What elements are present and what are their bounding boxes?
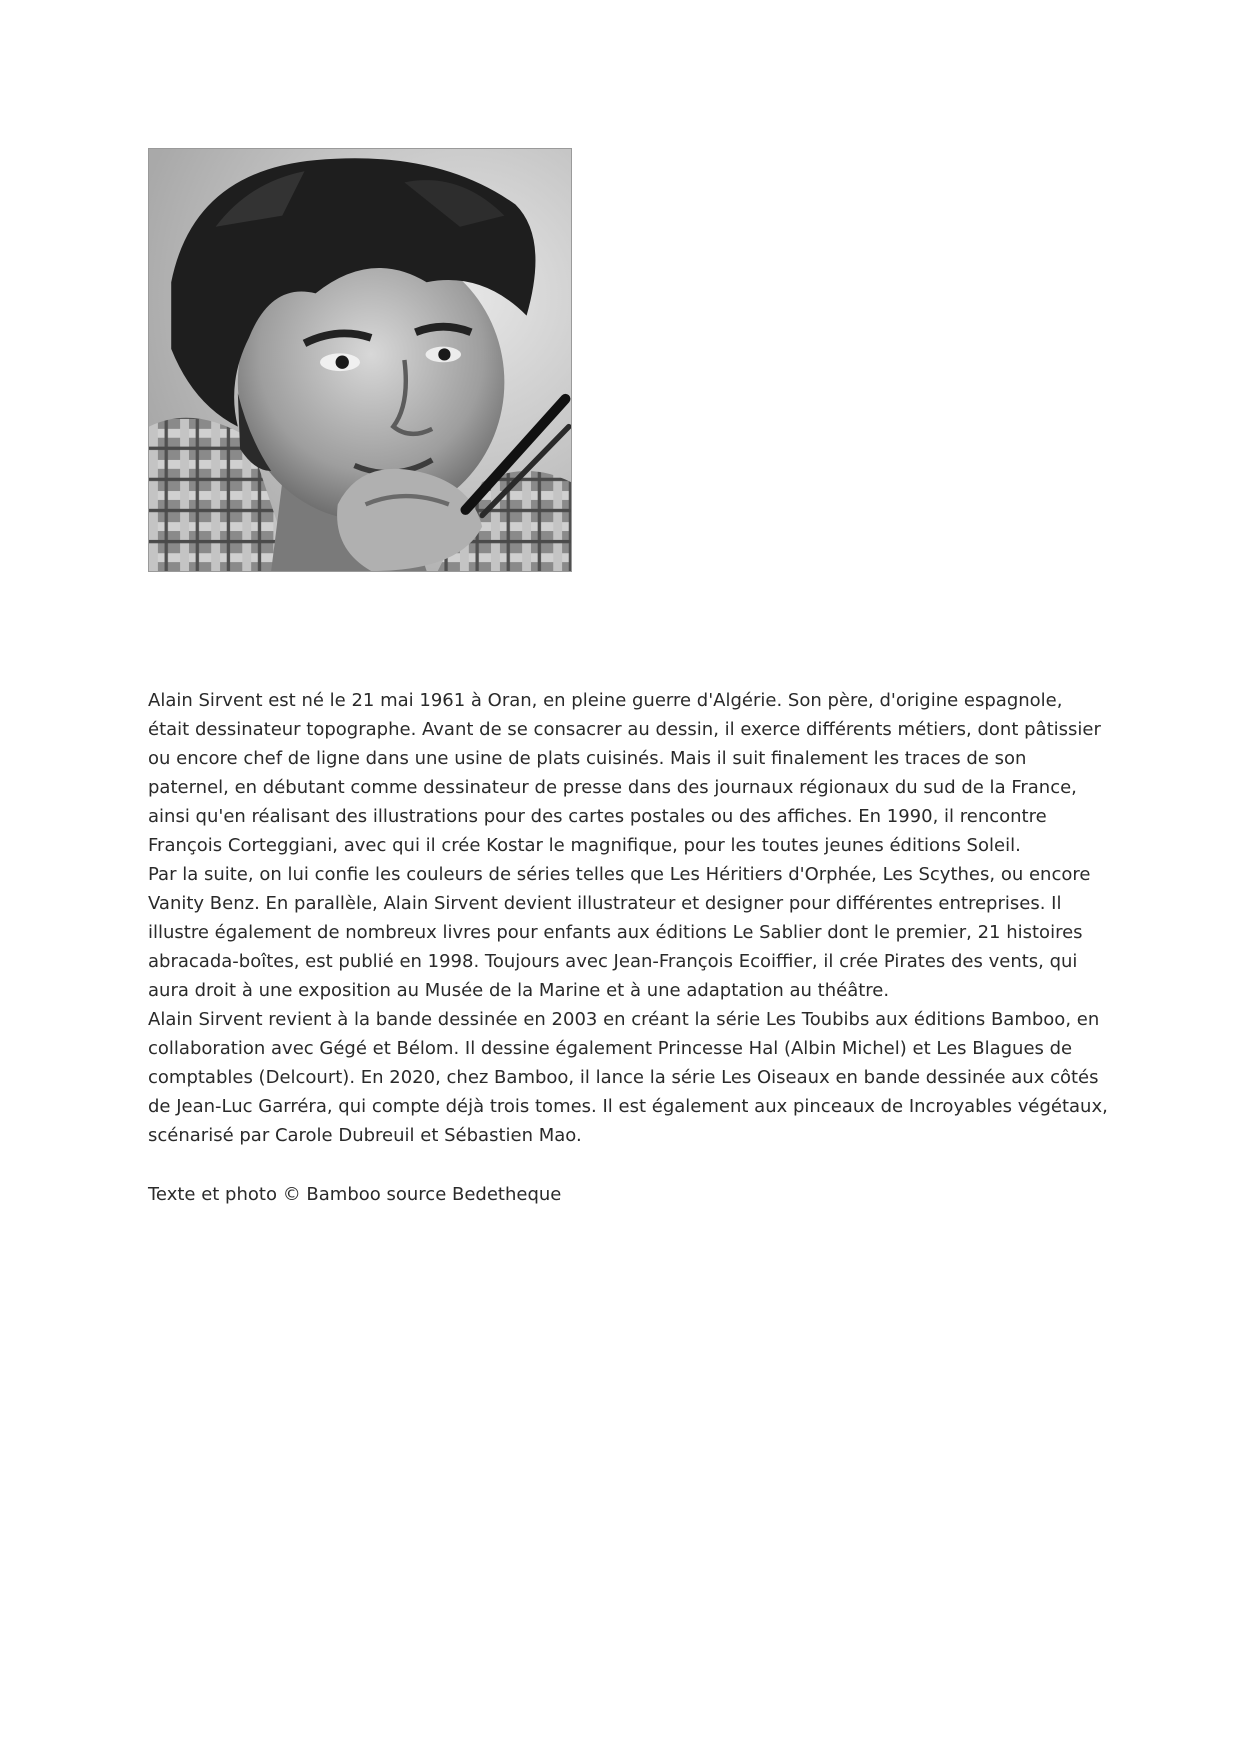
bio-paragraph-2: Par la suite, on lui confie les couleurs de séries telles que Les Héritiers d'Orphée, Les Scythes, ou encore Vanity Benz. En parallèle, Alain Sirvent devient illustrateur et designer pour différentes entreprises. Il illustre également de nombreux livres pour enfants aux éditions Le Sablier dont le premier, 21 histoires abracada-boîtes, est publié en 1998. Toujours avec Jean-François Ecoiffier, il crée Pirates des vents, qui aura droit à une exposition au Musée de la Marine et à une adaptation au théâtre. — [148, 864, 1091, 1001]
biography-text — [148, 686, 1108, 1150]
bio-paragraph-3: Alain Sirvent revient à la bande dessinée en 2003 en créant la série Les Toubibs aux éditions Bamboo, en collaboration avec Gégé et Bélom. Il dessine également Princesse Hal (Albin Michel) et Les Blagues de comptables (Delcourt). En 2020, chez Bamboo, il lance la série Les Oiseaux en bande dessinée aux côtés de Jean-Luc Garréra, qui compte déjà trois tomes. Il est également aux pinceaux de Incroyables végétaux, scénarisé par Carole Dubreuil et Sébastien Mao. — [148, 1009, 1108, 1146]
bio-paragraph-1: Alain Sirvent est né le 21 mai 1961 à Oran, en pleine guerre d'Algérie. Son père, d'origine espagnole, était dessinateur topographe. Avant de se consacrer au dessin, il exerce différents métiers, dont pâtissier ou encore chef de ligne dans une usine de plats cuisinés. Mais il suit finalement les traces de son paternel, en débutant comme dessinateur de presse dans des journaux régionaux du sud de la France, ainsi qu'en réalisant des illustrations pour des cartes postales ou des affiches. En 1990, il rencontre François Corteggiani, avec qui il crée Kostar le magnifique, pour les toutes jeunes éditions Soleil. — [148, 690, 1101, 856]
author-portrait-photo — [148, 148, 572, 572]
portrait-image — [149, 149, 571, 571]
photo-credit: Texte et photo © Bamboo source Bedetheque — [148, 1184, 562, 1205]
